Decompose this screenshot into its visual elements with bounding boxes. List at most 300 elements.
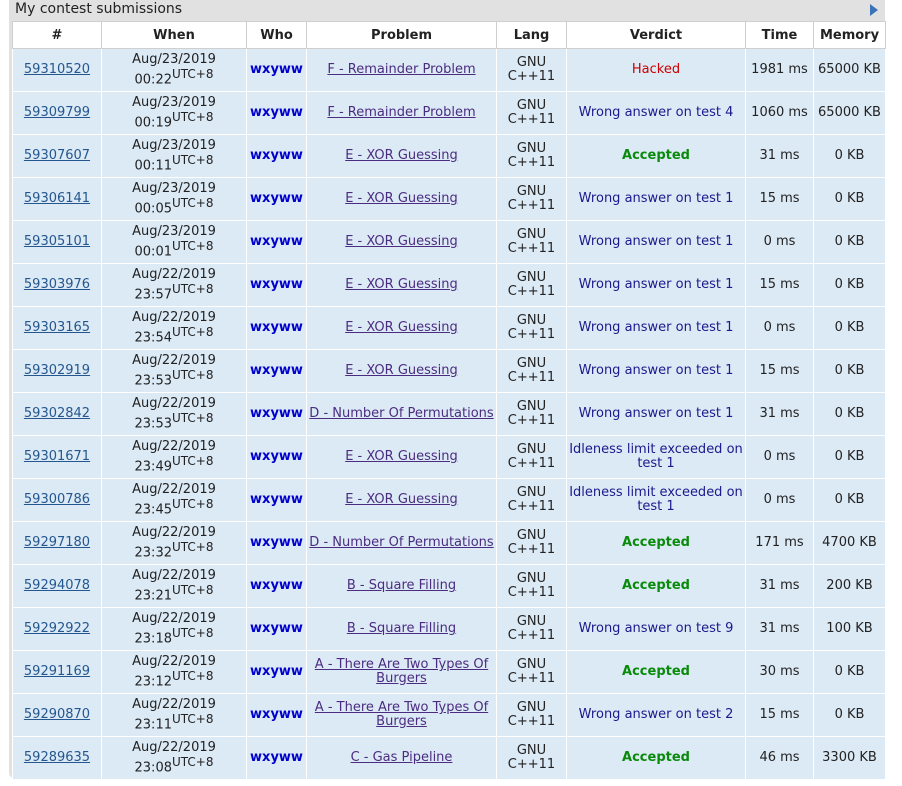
submission-id-link[interactable]: 59292922 (23, 621, 91, 636)
lang-version: C++11 (507, 370, 556, 385)
verdict-text: Wrong answer on test 1 (578, 277, 734, 292)
verdict-cell (567, 522, 746, 565)
submission-time: 00:22 (134, 72, 172, 88)
submission-id-link[interactable]: 59303165 (23, 320, 91, 335)
when-cell (102, 221, 247, 264)
lang-version: C++11 (507, 198, 556, 213)
verdict-text: Accepted (622, 148, 690, 163)
lang-cell (497, 565, 567, 608)
exec-time: 0 ms (763, 234, 796, 249)
lang-name: GNU (516, 700, 547, 715)
user-link[interactable]: wxyww (250, 578, 303, 593)
lang-version: C++11 (507, 714, 556, 729)
user-link[interactable]: wxyww (250, 105, 303, 120)
lang-name: GNU (516, 55, 547, 70)
verdict-cell (567, 49, 746, 92)
time-cell (746, 393, 814, 436)
verdict-text: Wrong answer on test 1 (578, 320, 734, 335)
table-row (13, 694, 886, 737)
memory-used: 0 KB (834, 492, 865, 507)
submission-time: 23:08 (134, 760, 172, 776)
submission-id-cell (13, 221, 102, 264)
lang-name: GNU (516, 442, 547, 457)
lang-cell (497, 92, 567, 135)
submission-time: 23:11 (134, 717, 172, 733)
verdict-cell (567, 350, 746, 393)
submission-id-cell (13, 307, 102, 350)
timezone: UTC+8 (171, 238, 214, 253)
submission-time: 00:01 (134, 244, 172, 260)
submission-date: Aug/23/2019 (132, 51, 216, 67)
memory-used: 200 KB (826, 578, 873, 593)
time-cell (746, 651, 814, 694)
who-cell (247, 608, 307, 651)
table-row (13, 264, 886, 307)
user-link[interactable]: wxyww (250, 277, 303, 292)
verdict-text: Wrong answer on test 1 (578, 234, 734, 249)
timezone: UTC+8 (171, 195, 214, 210)
lang-name: GNU (516, 657, 547, 672)
lang-cell (497, 221, 567, 264)
memory-used: 65000 KB (818, 62, 881, 77)
exec-time: 0 ms (763, 320, 796, 335)
timezone: UTC+8 (171, 625, 214, 640)
exec-time: 30 ms (759, 664, 800, 679)
submission-id-link[interactable]: 59307607 (23, 148, 91, 163)
memory-cell (814, 608, 886, 651)
problem-link[interactable]: E - XOR Guessing (345, 492, 458, 507)
lang-version: C++11 (507, 499, 556, 514)
verdict-text: Accepted (622, 664, 690, 679)
exec-time: 0 ms (763, 492, 796, 507)
submission-date: Aug/23/2019 (132, 223, 216, 239)
submission-time: 23:54 (134, 330, 172, 346)
header-lang: Lang (497, 22, 567, 49)
timezone: UTC+8 (171, 410, 214, 425)
memory-used: 0 KB (834, 277, 865, 292)
who-cell (247, 393, 307, 436)
problem-cell (307, 608, 497, 651)
problem-cell (307, 178, 497, 221)
problem-link[interactable]: E - XOR Guessing (345, 148, 458, 163)
memory-used: 0 KB (834, 320, 865, 335)
table-row (13, 436, 886, 479)
who-cell (247, 178, 307, 221)
verdict-cell (567, 92, 746, 135)
timezone: UTC+8 (171, 754, 214, 769)
submission-id-link[interactable]: 59303976 (23, 277, 91, 292)
verdict-cell (567, 608, 746, 651)
table-header-row (13, 22, 886, 49)
memory-cell (814, 565, 886, 608)
time-cell (746, 135, 814, 178)
table-row (13, 479, 886, 522)
user-link[interactable]: wxyww (250, 664, 303, 679)
header-memory: Memory (814, 22, 886, 49)
memory-cell (814, 694, 886, 737)
memory-cell (814, 737, 886, 780)
submission-time: 00:11 (134, 158, 172, 174)
lang-name: GNU (516, 270, 547, 285)
submission-id-link[interactable]: 59290870 (23, 707, 91, 722)
submission-id-cell (13, 264, 102, 307)
table-row (13, 92, 886, 135)
user-link[interactable]: wxyww (250, 62, 303, 77)
verdict-text: Wrong answer on test 4 (578, 105, 734, 120)
submission-date: Aug/22/2019 (132, 610, 216, 626)
submission-id-cell (13, 651, 102, 694)
submission-id-link[interactable]: 59289635 (23, 750, 91, 765)
when-cell (102, 307, 247, 350)
lang-cell (497, 737, 567, 780)
header-problem: Problem (307, 22, 497, 49)
user-link[interactable]: wxyww (250, 492, 303, 507)
submission-time: 00:05 (134, 201, 172, 217)
problem-link[interactable]: B - Square Filling (346, 621, 457, 636)
when-cell (102, 436, 247, 479)
lang-name: GNU (516, 399, 547, 414)
lang-version: C++11 (507, 542, 556, 557)
time-cell (746, 264, 814, 307)
memory-used: 65000 KB (818, 105, 881, 120)
table-row (13, 307, 886, 350)
user-link[interactable]: wxyww (250, 621, 303, 636)
who-cell (247, 694, 307, 737)
problem-cell (307, 49, 497, 92)
submission-date: Aug/22/2019 (132, 739, 216, 755)
lang-name: GNU (516, 98, 547, 113)
lang-name: GNU (516, 571, 547, 586)
timezone: UTC+8 (171, 367, 214, 382)
memory-used: 0 KB (834, 406, 865, 421)
submission-date: Aug/22/2019 (132, 266, 216, 282)
lang-cell (497, 393, 567, 436)
when-cell (102, 135, 247, 178)
exec-time: 15 ms (759, 277, 800, 292)
lang-version: C++11 (507, 757, 556, 772)
lang-name: GNU (516, 614, 547, 629)
who-cell (247, 92, 307, 135)
memory-used: 0 KB (834, 148, 865, 163)
problem-cell (307, 737, 497, 780)
header-who: Who (247, 22, 307, 49)
submission-id-cell (13, 522, 102, 565)
problem-link[interactable]: E - XOR Guessing (345, 363, 458, 378)
verdict-cell (567, 221, 746, 264)
lang-cell (497, 479, 567, 522)
memory-cell (814, 479, 886, 522)
header-verdict: Verdict (567, 22, 746, 49)
lang-version: C++11 (507, 112, 556, 127)
user-link[interactable]: wxyww (250, 148, 303, 163)
lang-name: GNU (516, 184, 547, 199)
when-cell (102, 651, 247, 694)
when-cell (102, 350, 247, 393)
who-cell (247, 49, 307, 92)
lang-version: C++11 (507, 585, 556, 600)
panel-caption: My contest submissions (15, 1, 183, 17)
lang-cell (497, 307, 567, 350)
timezone: UTC+8 (171, 668, 214, 683)
submission-id-cell (13, 135, 102, 178)
exec-time: 15 ms (759, 707, 800, 722)
submission-id-link[interactable]: 59309799 (23, 105, 91, 120)
lang-cell (497, 350, 567, 393)
table-row (13, 522, 886, 565)
verdict-cell (567, 393, 746, 436)
verdict-cell (567, 135, 746, 178)
memory-cell (814, 221, 886, 264)
submission-date: Aug/22/2019 (132, 352, 216, 368)
lang-version: C++11 (507, 241, 556, 256)
submission-id-cell (13, 479, 102, 522)
who-cell (247, 264, 307, 307)
submission-date: Aug/22/2019 (132, 653, 216, 669)
user-link[interactable]: wxyww (250, 320, 303, 335)
submission-time: 23:21 (134, 588, 172, 604)
who-cell (247, 350, 307, 393)
user-link[interactable]: wxyww (250, 191, 303, 206)
problem-link[interactable]: B - Square Filling (346, 578, 457, 593)
problem-cell (307, 135, 497, 178)
verdict-cell (567, 479, 746, 522)
verdict-cell (567, 737, 746, 780)
verdict-text: Hacked (631, 62, 681, 77)
user-link[interactable]: wxyww (250, 406, 303, 421)
user-link[interactable]: wxyww (250, 707, 303, 722)
problem-cell (307, 264, 497, 307)
problem-cell (307, 307, 497, 350)
when-cell (102, 178, 247, 221)
memory-used: 3300 KB (822, 750, 877, 765)
memory-cell (814, 522, 886, 565)
memory-cell (814, 350, 886, 393)
verdict-cell (567, 694, 746, 737)
problem-cell (307, 436, 497, 479)
lang-cell (497, 264, 567, 307)
lang-cell (497, 436, 567, 479)
when-cell (102, 565, 247, 608)
submission-id-cell (13, 737, 102, 780)
when-cell (102, 694, 247, 737)
triangle-right-icon[interactable] (870, 4, 878, 16)
timezone: UTC+8 (171, 539, 214, 554)
when-cell (102, 737, 247, 780)
memory-cell (814, 178, 886, 221)
header-time: Time (746, 22, 814, 49)
problem-link[interactable]: E - XOR Guessing (345, 191, 458, 206)
problem-link[interactable]: E - XOR Guessing (345, 277, 458, 292)
timezone: UTC+8 (171, 453, 214, 468)
time-cell (746, 307, 814, 350)
timezone: UTC+8 (171, 152, 214, 167)
exec-time: 15 ms (759, 363, 800, 378)
table-row (13, 737, 886, 780)
submission-date: Aug/23/2019 (132, 94, 216, 110)
lang-cell (497, 178, 567, 221)
submission-id-link[interactable]: 59297180 (23, 535, 91, 550)
who-cell (247, 522, 307, 565)
memory-used: 0 KB (834, 664, 865, 679)
time-cell (746, 608, 814, 651)
verdict-text: Accepted (622, 578, 690, 593)
verdict-text: Wrong answer on test 9 (578, 621, 734, 636)
problem-link[interactable]: C - Gas Pipeline (350, 750, 453, 765)
table-row (13, 651, 886, 694)
submission-id-cell (13, 178, 102, 221)
exec-time: 46 ms (759, 750, 800, 765)
lang-version: C++11 (507, 456, 556, 471)
when-cell (102, 479, 247, 522)
who-cell (247, 436, 307, 479)
submission-time: 00:19 (134, 115, 172, 131)
verdict-text: Accepted (622, 535, 690, 550)
verdict-text: Accepted (622, 750, 690, 765)
submission-id-link[interactable]: 59305101 (23, 234, 91, 249)
memory-cell (814, 651, 886, 694)
submission-id-link[interactable]: 59302919 (23, 363, 91, 378)
submission-date: Aug/22/2019 (132, 395, 216, 411)
lang-version: C++11 (507, 69, 556, 84)
lang-version: C++11 (507, 327, 556, 342)
problem-link[interactable]: E - XOR Guessing (345, 449, 458, 464)
table-row (13, 565, 886, 608)
when-cell (102, 49, 247, 92)
submission-id-cell (13, 92, 102, 135)
table-row (13, 350, 886, 393)
table-row (13, 221, 886, 264)
problem-link[interactable]: E - XOR Guessing (345, 320, 458, 335)
problem-cell (307, 479, 497, 522)
user-link[interactable]: wxyww (250, 234, 303, 249)
lang-cell (497, 49, 567, 92)
table-row (13, 135, 886, 178)
memory-used: 0 KB (834, 191, 865, 206)
submission-time: 23:49 (134, 459, 172, 475)
submission-time: 23:32 (134, 545, 172, 561)
lang-cell (497, 608, 567, 651)
memory-used: 100 KB (826, 621, 873, 636)
problem-link[interactable]: D - Number Of Permutations (309, 535, 494, 550)
memory-cell (814, 307, 886, 350)
table-row (13, 178, 886, 221)
verdict-cell (567, 264, 746, 307)
problem-cell (307, 565, 497, 608)
verdict-text: Wrong answer on test 1 (578, 363, 734, 378)
verdict-cell (567, 651, 746, 694)
who-cell (247, 221, 307, 264)
memory-used: 0 KB (834, 707, 865, 722)
time-cell (746, 49, 814, 92)
submission-time: 23:18 (134, 631, 172, 647)
submission-date: Aug/22/2019 (132, 309, 216, 325)
submission-id-link[interactable]: 59302842 (23, 406, 91, 421)
user-link[interactable]: wxyww (250, 363, 303, 378)
who-cell (247, 651, 307, 694)
problem-link[interactable]: F - Remainder Problem (327, 62, 476, 77)
header-id: # (13, 22, 102, 49)
submission-id-link[interactable]: 59291169 (23, 664, 91, 679)
timezone: UTC+8 (171, 496, 214, 511)
submission-date: Aug/22/2019 (132, 481, 216, 497)
timezone: UTC+8 (171, 582, 214, 597)
submission-time: 23:53 (134, 416, 172, 432)
timezone: UTC+8 (171, 66, 214, 81)
lang-name: GNU (516, 485, 547, 500)
time-cell (746, 479, 814, 522)
exec-time: 15 ms (759, 191, 800, 206)
verdict-cell (567, 307, 746, 350)
problem-cell (307, 694, 497, 737)
time-cell (746, 694, 814, 737)
submission-id-link[interactable]: 59301671 (23, 449, 91, 464)
memory-cell (814, 92, 886, 135)
lang-cell (497, 651, 567, 694)
submission-id-link[interactable]: 59300786 (23, 492, 91, 507)
who-cell (247, 737, 307, 780)
who-cell (247, 479, 307, 522)
submission-time: 23:57 (134, 287, 172, 303)
user-link[interactable]: wxyww (250, 449, 303, 464)
memory-cell (814, 135, 886, 178)
problem-link[interactable]: E - XOR Guessing (345, 234, 458, 249)
problem-cell (307, 393, 497, 436)
when-cell (102, 522, 247, 565)
user-link[interactable]: wxyww (250, 535, 303, 550)
submission-time: 23:12 (134, 674, 172, 690)
problem-link[interactable]: F - Remainder Problem (327, 105, 476, 120)
memory-used: 0 KB (834, 363, 865, 378)
problem-link[interactable]: A - There Are Two Types Of Burgers (314, 657, 489, 686)
table-row (13, 49, 886, 92)
lang-cell (497, 694, 567, 737)
problem-cell (307, 92, 497, 135)
table-row (13, 608, 886, 651)
submission-id-link[interactable]: 59310520 (23, 62, 91, 77)
submission-date: Aug/23/2019 (132, 180, 216, 196)
submission-id-cell (13, 350, 102, 393)
timezone: UTC+8 (171, 109, 214, 124)
exec-time: 31 ms (759, 148, 800, 163)
verdict-text: Wrong answer on test 1 (578, 406, 734, 421)
verdict-text: Wrong answer on test 1 (578, 191, 734, 206)
problem-cell (307, 651, 497, 694)
time-cell (746, 178, 814, 221)
submissions-table (12, 21, 886, 780)
when-cell (102, 264, 247, 307)
when-cell (102, 393, 247, 436)
lang-version: C++11 (507, 413, 556, 428)
submission-id-link[interactable]: 59294078 (23, 578, 91, 593)
lang-version: C++11 (507, 284, 556, 299)
verdict-cell (567, 565, 746, 608)
exec-time: 0 ms (763, 449, 796, 464)
user-link[interactable]: wxyww (250, 750, 303, 765)
problem-cell (307, 350, 497, 393)
submission-id-link[interactable]: 59306141 (23, 191, 91, 206)
time-cell (746, 737, 814, 780)
lang-name: GNU (516, 313, 547, 328)
submission-id-cell (13, 565, 102, 608)
problem-link[interactable]: A - There Are Two Types Of Burgers (314, 700, 489, 729)
submission-id-cell (13, 608, 102, 651)
lang-name: GNU (516, 356, 547, 371)
memory-cell (814, 436, 886, 479)
verdict-text: Idleness limit exceeded on test 1 (569, 485, 743, 514)
submission-date: Aug/22/2019 (132, 696, 216, 712)
problem-link[interactable]: D - Number Of Permutations (309, 406, 494, 421)
exec-time: 31 ms (759, 406, 800, 421)
